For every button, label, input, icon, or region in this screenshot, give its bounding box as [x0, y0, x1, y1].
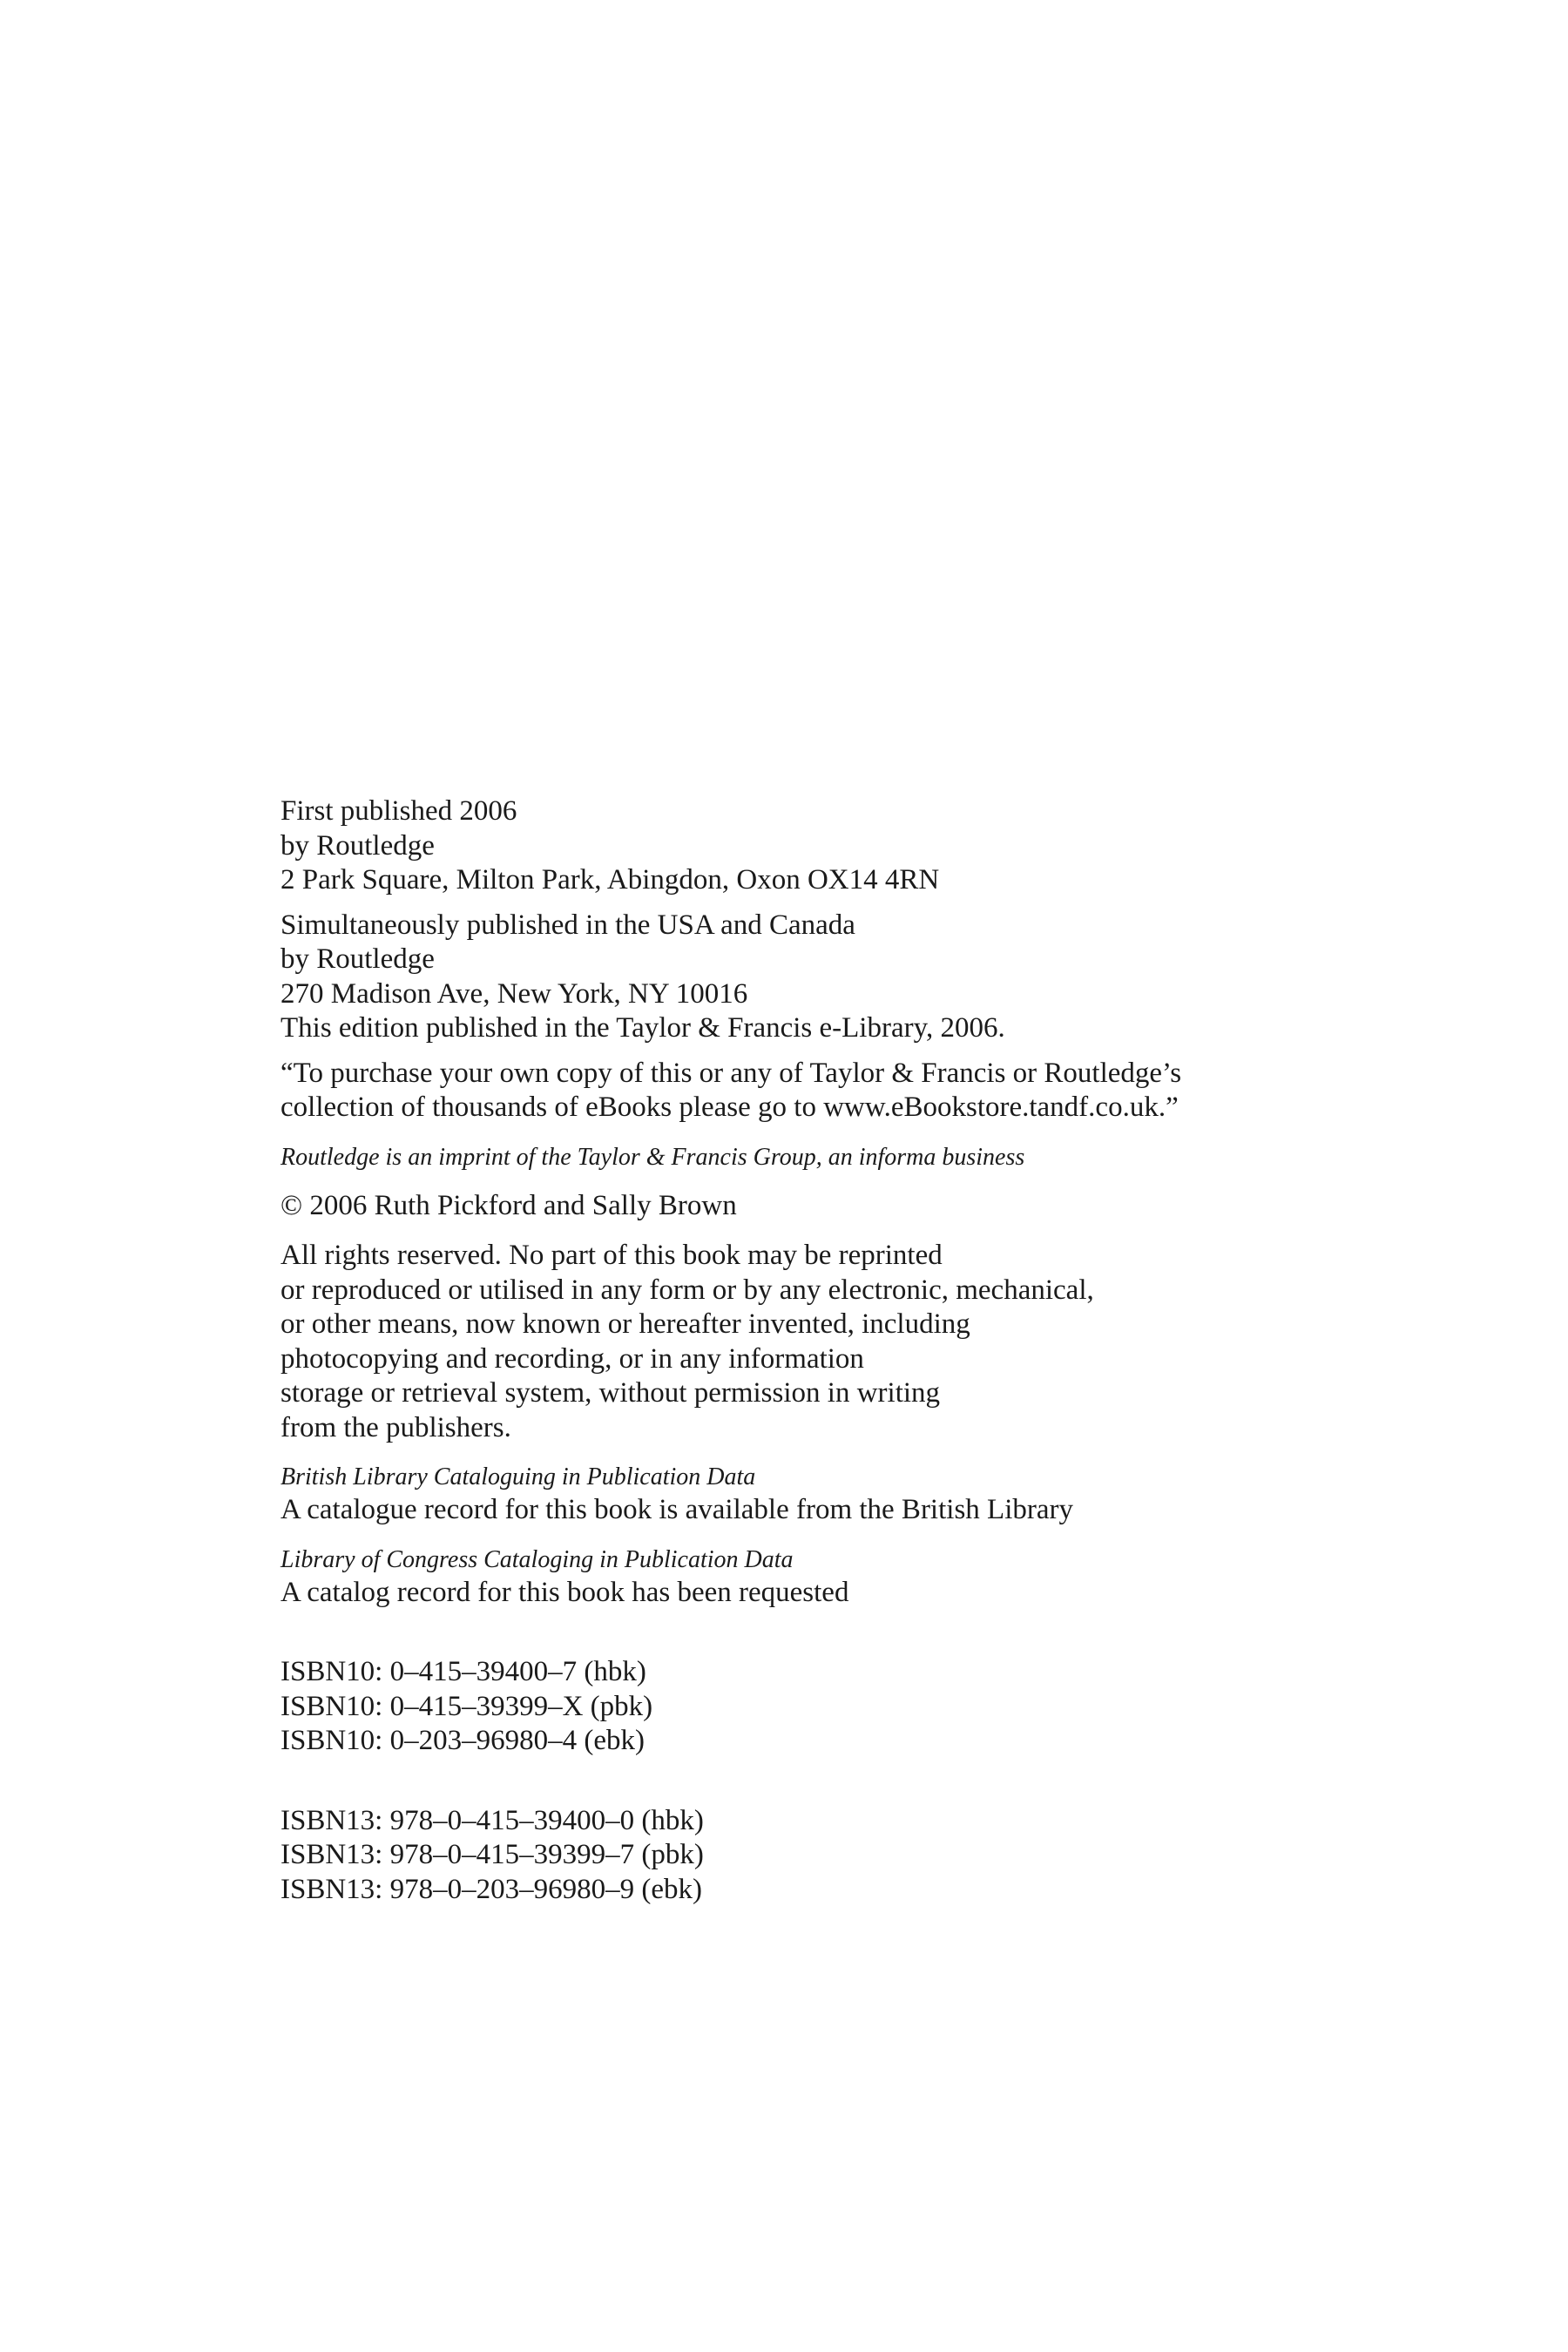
us-address-line: 270 Madison Ave, New York, NY 10016 — [280, 977, 748, 1010]
us-canada-block — [280, 909, 1308, 1046]
publisher-line: by Routledge — [280, 829, 435, 862]
imprint-text-block — [280, 794, 1308, 1923]
first-published-block — [280, 794, 1308, 898]
british-library-block — [280, 1461, 1308, 1528]
rights-block — [280, 1239, 1308, 1445]
isbn10-block — [280, 1655, 1308, 1759]
rights-line: or reproduced or utilised in any form or by any electronic, mechanical, — [280, 1274, 1094, 1306]
copyright-line: © 2006 Ruth Pickford and Sally Brown — [280, 1189, 737, 1221]
first-published-line: First published 2006 — [280, 795, 517, 827]
rights-line: photocopying and recording, or in any information — [280, 1342, 864, 1375]
isbn13-hbk: ISBN13: 978–0–415–39400–0 (hbk) — [280, 1804, 704, 1836]
rights-line: storage or retrieval system, without permission in writing — [280, 1377, 941, 1409]
library-of-congress-heading: Library of Congress Cataloging in Publication Data — [280, 1545, 794, 1573]
rights-line: All rights reserved. No part of this book may be reprinted — [280, 1240, 943, 1271]
purchase-note-line: “To purchase your own copy of this or any of Taylor & Francis or Routledge’s — [280, 1057, 1182, 1089]
library-of-congress-text: A catalog record for this book has been requested — [280, 1576, 849, 1608]
isbn13-ebk: ISBN13: 978–0–203–96980–9 (ebk) — [280, 1873, 702, 1905]
rights-line: or other means, now known or hereafter invented, including — [280, 1308, 970, 1340]
imprint-statement: Routledge is an imprint of the Taylor & Francis Group, an informa business — [280, 1143, 1025, 1171]
library-of-congress-block — [280, 1544, 1308, 1611]
copyright-block — [280, 1189, 1308, 1224]
isbn10-ebk: ISBN10: 0–203–96980–4 (ebk) — [280, 1725, 645, 1756]
imprint-statement-block — [280, 1141, 1308, 1173]
us-publisher-line: by Routledge — [280, 943, 435, 975]
publisher-address-line: 2 Park Square, Milton Park, Abingdon, Oxon OX14 4RN — [280, 864, 940, 896]
purchase-note-line: collection of thousands of eBooks please go to www.eBookstore.tandf.co.uk.” — [280, 1092, 1179, 1123]
isbn10-hbk: ISBN10: 0–415–39400–7 (hbk) — [280, 1656, 646, 1687]
isbn10-pbk: ISBN10: 0–415–39399–X (pbk) — [280, 1690, 653, 1722]
isbn13-block — [280, 1804, 1308, 1908]
us-canada-line: Simultaneously published in the USA and Canada — [280, 909, 855, 941]
rights-line: from the publishers. — [280, 1411, 511, 1443]
british-library-text: A catalogue record for this book is available from the British Library — [280, 1494, 1073, 1525]
isbn13-pbk: ISBN13: 978–0–415–39399–7 (pbk) — [280, 1839, 704, 1870]
ebook-edition-line: This edition published in the Taylor & Francis e-Library, 2006. — [280, 1012, 1005, 1044]
purchase-note-block — [280, 1057, 1308, 1125]
british-library-heading: British Library Cataloguing in Publication Data — [280, 1463, 756, 1490]
